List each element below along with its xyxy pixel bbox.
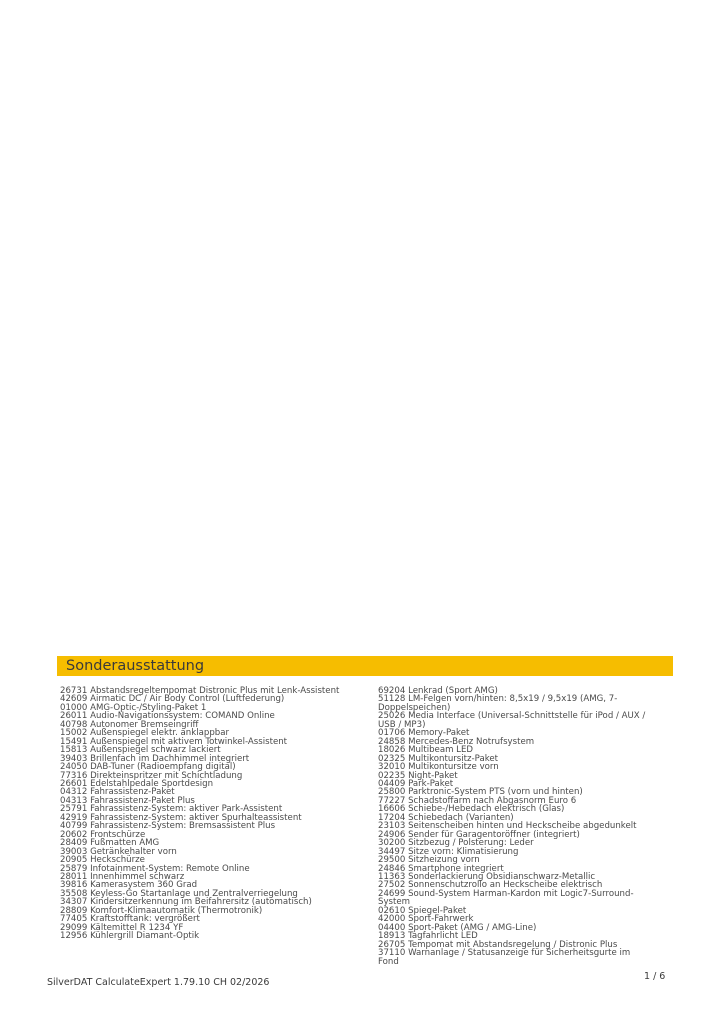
equipment-item: 11363 Sonderlackierung Obsidianschwarz-Metallic [378,871,596,882]
equipment-item: 20905 Heckschürze [60,855,145,866]
equipment-item: 42919 Fahrassistenz-System: aktiver Spurhalteassistent [60,812,302,823]
equipment-item: 39816 Kamerasystem 360 Grad [60,880,198,891]
equipment-item: 39403 Brillenfach im Dachhimmel integriert [60,753,250,764]
equipment-item: 40799 Fahrassistenz-System: Bremsassistent Plus [60,821,276,832]
equipment-item: 15002 Außenspiegel elektr. anklappbar [60,728,230,739]
equipment-item: 35508 Keyless-Go Startanlage und Zentralverriegelung [60,888,298,899]
equipment-item: 39003 Getränkehalter vorn [60,846,177,857]
equipment-item: 28011 Innenhimmel schwarz [60,871,185,882]
equipment-item: 25026 Media Interface (Universal-Schnittstelle für iPod / AUX / USB / MP3) [378,711,646,730]
equipment-item: 30200 Sitzbezug / Polsterung: Leder [378,838,534,849]
equipment-item: 02610 Spiegel-Paket [378,905,467,916]
equipment-item: 24906 Sender für Garagentoröffner (integriert) [378,829,580,840]
equipment-item: 16606 Schiebe-/Hebedach elektrisch (Glas) [378,804,565,815]
equipment-list-right [378,687,648,966]
equipment-item: 04312 Fahrassistenz-Paket [60,787,175,798]
equipment-item: 26705 Tempomat mit Abstandsregelung / Distronic Plus [378,939,618,950]
equipment-item: 29099 Kältemittel R 1234 YF [60,922,184,933]
equipment-item: 77316 Direkteinspritzer mit Schichtladung [60,770,243,781]
equipment-item: 04400 Sport-Paket (AMG / AMG-Line) [378,922,537,933]
equipment-item: 04409 Park-Paket [378,778,454,789]
equipment-item: 02325 Multikontursitz-Paket [378,753,499,764]
equipment-item: 28809 Komfort-Klimaautomatik (Thermotronik) [60,905,263,916]
footer-software-version: SilverDAT CalculateExpert 1.79.10 CH 02/2026 [47,977,270,988]
equipment-item: 26011 Audio-Navigationssystem: COMAND Online [60,711,275,722]
equipment-item: 28409 Fußmatten AMG [60,838,160,849]
equipment-item: 24699 Sound-System Harman-Kardon mit Logic7-Surround-System [378,888,634,908]
equipment-item: 32010 Multikontursitze vorn [378,762,499,773]
equipment-item: 25791 Fahrassistenz-System: aktiver Park-Assistent [60,804,283,815]
equipment-item: 18026 Multibeam LED [378,745,474,756]
equipment-item: 04313 Fahrassistenz-Paket Plus [60,795,195,806]
equipment-item: 18913 Tagfahrlicht LED [378,931,478,942]
equipment-item: 02235 Night-Paket [378,770,458,781]
equipment-item: 15491 Außenspiegel mit aktivem Totwinkel-Assistent [60,736,288,747]
equipment-item: 01706 Memory-Paket [378,728,470,739]
equipment-item: 24846 Smartphone integriert [378,863,504,874]
equipment-item: 24050 DAB-Tuner (Radioempfang digital) [60,762,236,773]
equipment-item: 12956 Kühlergrill Diamant-Optik [60,931,200,942]
equipment-item: 20602 Frontschürze [60,829,146,840]
equipment-item: 37110 Warnanlage / Statusanzeige für Sicherheitsgurte im Fond [378,948,631,967]
equipment-item: 25800 Parktronic-System PTS (vorn und hinten) [378,787,583,798]
equipment-list-left [60,687,360,941]
equipment-item: 34307 Kindersitzerkennung im Beifahrersitz (automatisch) [60,897,312,908]
equipment-item: 17204 Schiebedach (Varianten) [378,812,514,823]
section-title: Sonderausstattung [66,658,205,674]
equipment-item: 26731 Abstandsregeltempomat Distronic Plus mit Lenk-Assistent [60,686,340,696]
equipment-item: 51128 LM-Felgen vorn/hinten: 8,5x19 / 9,5x19 (AMG, 7-Doppelspeichen) [378,694,618,713]
equipment-item: 40798 Autonomer Bremseingriff [60,719,199,730]
section-header-bar [57,656,673,676]
equipment-item: 69204 Lenkrad (Sport AMG) [378,686,498,696]
equipment-item: 77405 Kraftstofftank: vergrößert [60,914,200,925]
page-number: 1 / 6 [644,971,666,982]
equipment-item: 27502 Sonnenschutzrollo an Heckscheibe elektrisch [378,880,603,891]
equipment-item: 77227 Schadstoffarm nach Abgasnorm Euro 6 [378,795,577,806]
equipment-item: 01000 AMG-Optic-/Styling-Paket 1 [60,702,207,713]
equipment-item: 42609 Airmatic DC / Air Body Control (Luftfederung) [60,694,285,705]
equipment-item: 24858 Mercedes-Benz Notrufsystem [378,736,535,747]
equipment-item: 29500 Sitzheizung vorn [378,855,480,866]
equipment-item: 34497 Sitze vorn: Klimatisierung [378,846,519,857]
equipment-item: 42000 Sport-Fahrwerk [378,914,474,925]
equipment-item: 25879 Infotainment-System: Remote Online [60,863,250,874]
equipment-item: 15813 Außenspiegel schwarz lackiert [60,745,221,756]
equipment-item: 23103 Seitenscheiben hinten und Heckscheibe abgedunkelt [378,821,637,832]
equipment-item: 26601 Edelstahlpedale Sportdesign [60,778,214,789]
